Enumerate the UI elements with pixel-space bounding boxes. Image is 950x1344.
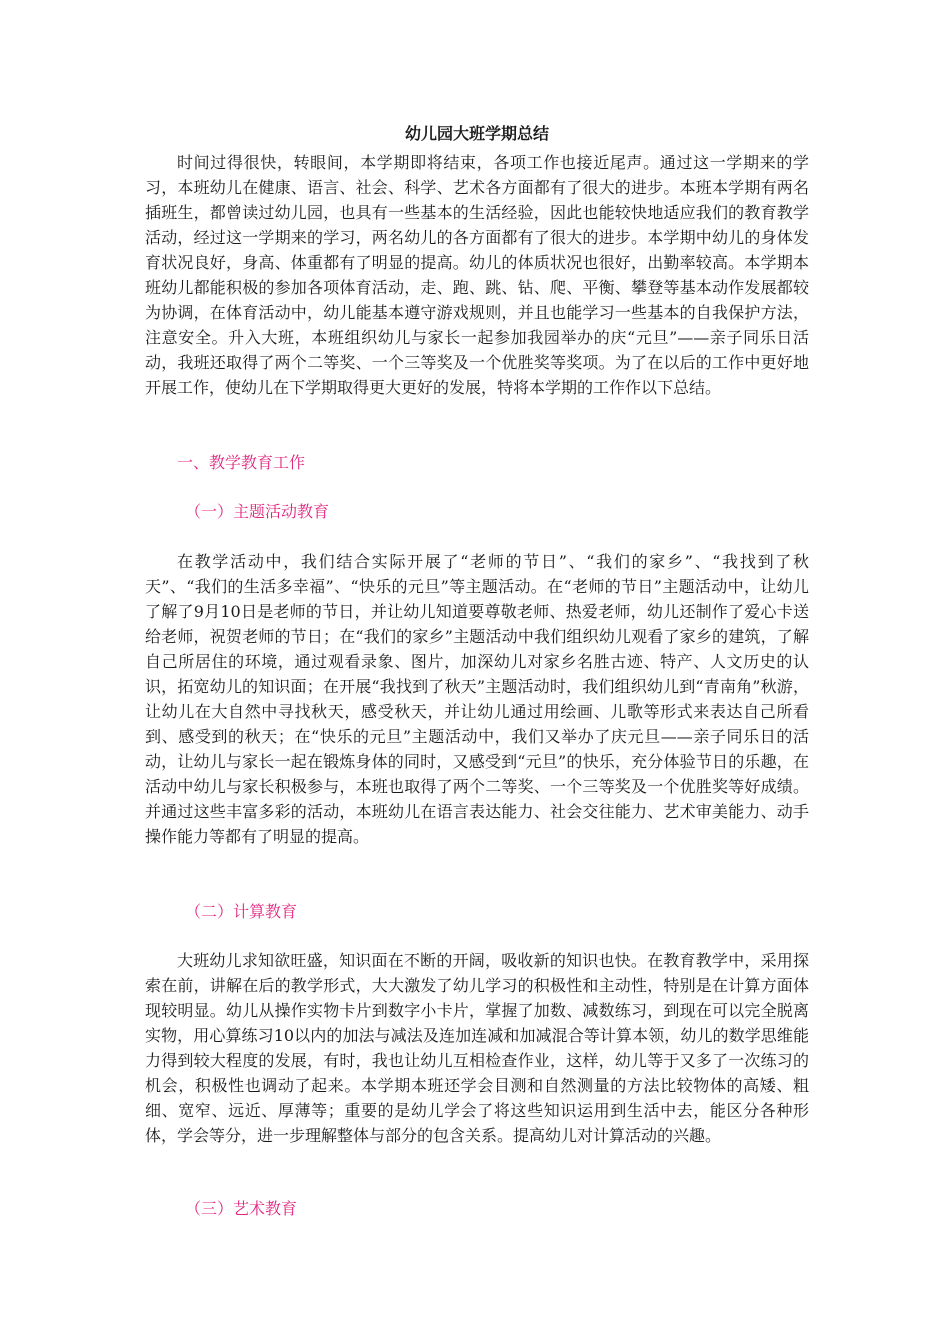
section-heading-teaching: 一、教学教育工作	[177, 453, 306, 472]
subsection-heading-art: （三）艺术教育	[185, 1199, 298, 1218]
document-title: 幼儿园大班学期总结	[404, 124, 549, 143]
math-education-paragraph: 大班幼儿求知欲旺盛，知识面在不断的开阔，吸收新的知识也快。在教育教学中，采用探索在前，讲解在后的教学形式，大大激发了幼儿学习的积极性和主动性，特别是在计算方面体现较明显。幼儿从操作实物卡片到数字小卡片，掌握了加数、减数练习，到现在可以完全脱离实物，用心算练习10以内的加法与减法及连加连减和加减混合等计算本领，幼儿的数学思维能力得到较大程度的发展，有时，我也让幼儿互相检查作业，这样，幼儿等于又多了一次练习的机会，积极性也调动了起来。本学期本班还学会目测和自然测量的方法比较物体的高矮、粗细、宽窄、远近、厚薄等；重要的是幼儿学会了将这些知识运用到生活中去，能区分各种形体，学会等分，进一步理解整体与部分的包含关系。提高幼儿对计算活动的兴趣。	[145, 951, 809, 1145]
theme-activities-paragraph: 在教学活动中，我们结合实际开展了“老师的节日”、“我们的家乡”、“我找到了秋天”、“我们的生活多幸福”、“快乐的元旦”等主题活动。在“老师的节日”主题活动中，让幼儿了解了9月10日是老师的节日，并让幼儿知道要尊敬老师、热爱老师，幼儿还制作了爱心卡送给老师，祝贺老师的节日；在“我们的家乡”主题活动中我们组织幼儿观看了家乡的建筑，了解自己所居住的环境，通过观看录象、图片，加深幼儿对家乡名胜古迹、特产、人文历史的认识，拓宽幼儿的知识面；在开展“我找到了秋天”主题活动时，我们组织幼儿到“青南角”秋游，让幼儿在大自然中寻找秋天，感受秋天，并让幼儿通过用绘画、儿歌等形式来表达自己所看到、感受到的秋天；在“快乐的元旦”主题活动中，我们又举办了庆元旦——亲子同乐日的活动，让幼儿与家长一起在锻炼身体的同时，又感受到“元旦”的快乐，充分体验节日的乐趣，在活动中幼儿与家长积极参与，本班也取得了两个二等奖、一个三等奖及一个优胜奖等好成绩。并通过这些丰富多彩的活动，本班幼儿在语言表达能力、社会交往能力、艺术审美能力、动手操作能力等都有了明显的提高。	[145, 552, 809, 846]
subsection-heading-theme-activities: （一）主题活动教育	[185, 502, 330, 521]
subsection-heading-math: （二）计算教育	[185, 902, 298, 921]
intro-paragraph: 时间过得很快，转眼间，本学期即将结束，各项工作也接近尾声。通过这一学期来的学习，本班幼儿在健康、语言、社会、科学、艺术各方面都有了很大的进步。本班本学期有两名插班生，都曾读过幼儿园，也具有一些基本的生活经验，因此也能较快地适应我们的教育教学活动，经过这一学期来的学习，两名幼儿的各方面都有了很大的进步。本学期中幼儿的身体发育状况良好，身高、体重都有了明显的提高。幼儿的体质状况也很好，出勤率较高。本学期本班幼儿都能积极的参加各项体育活动，走、跑、跳、钻、爬、平衡、攀登等基本动作发展都较为协调，在体育活动中，幼儿能基本遵守游戏规则，并且也能学习一些基本的自我保护方法，注意安全。升入大班，本班组织幼儿与家长一起参加我园举办的庆“元旦”——亲子同乐日活动，我班还取得了两个二等奖、一个三等奖及一个优胜奖等奖项。为了在以后的工作中更好地开展工作，使幼儿在下学期取得更大更好的发展，特将本学期的工作作以下总结。	[145, 153, 809, 397]
